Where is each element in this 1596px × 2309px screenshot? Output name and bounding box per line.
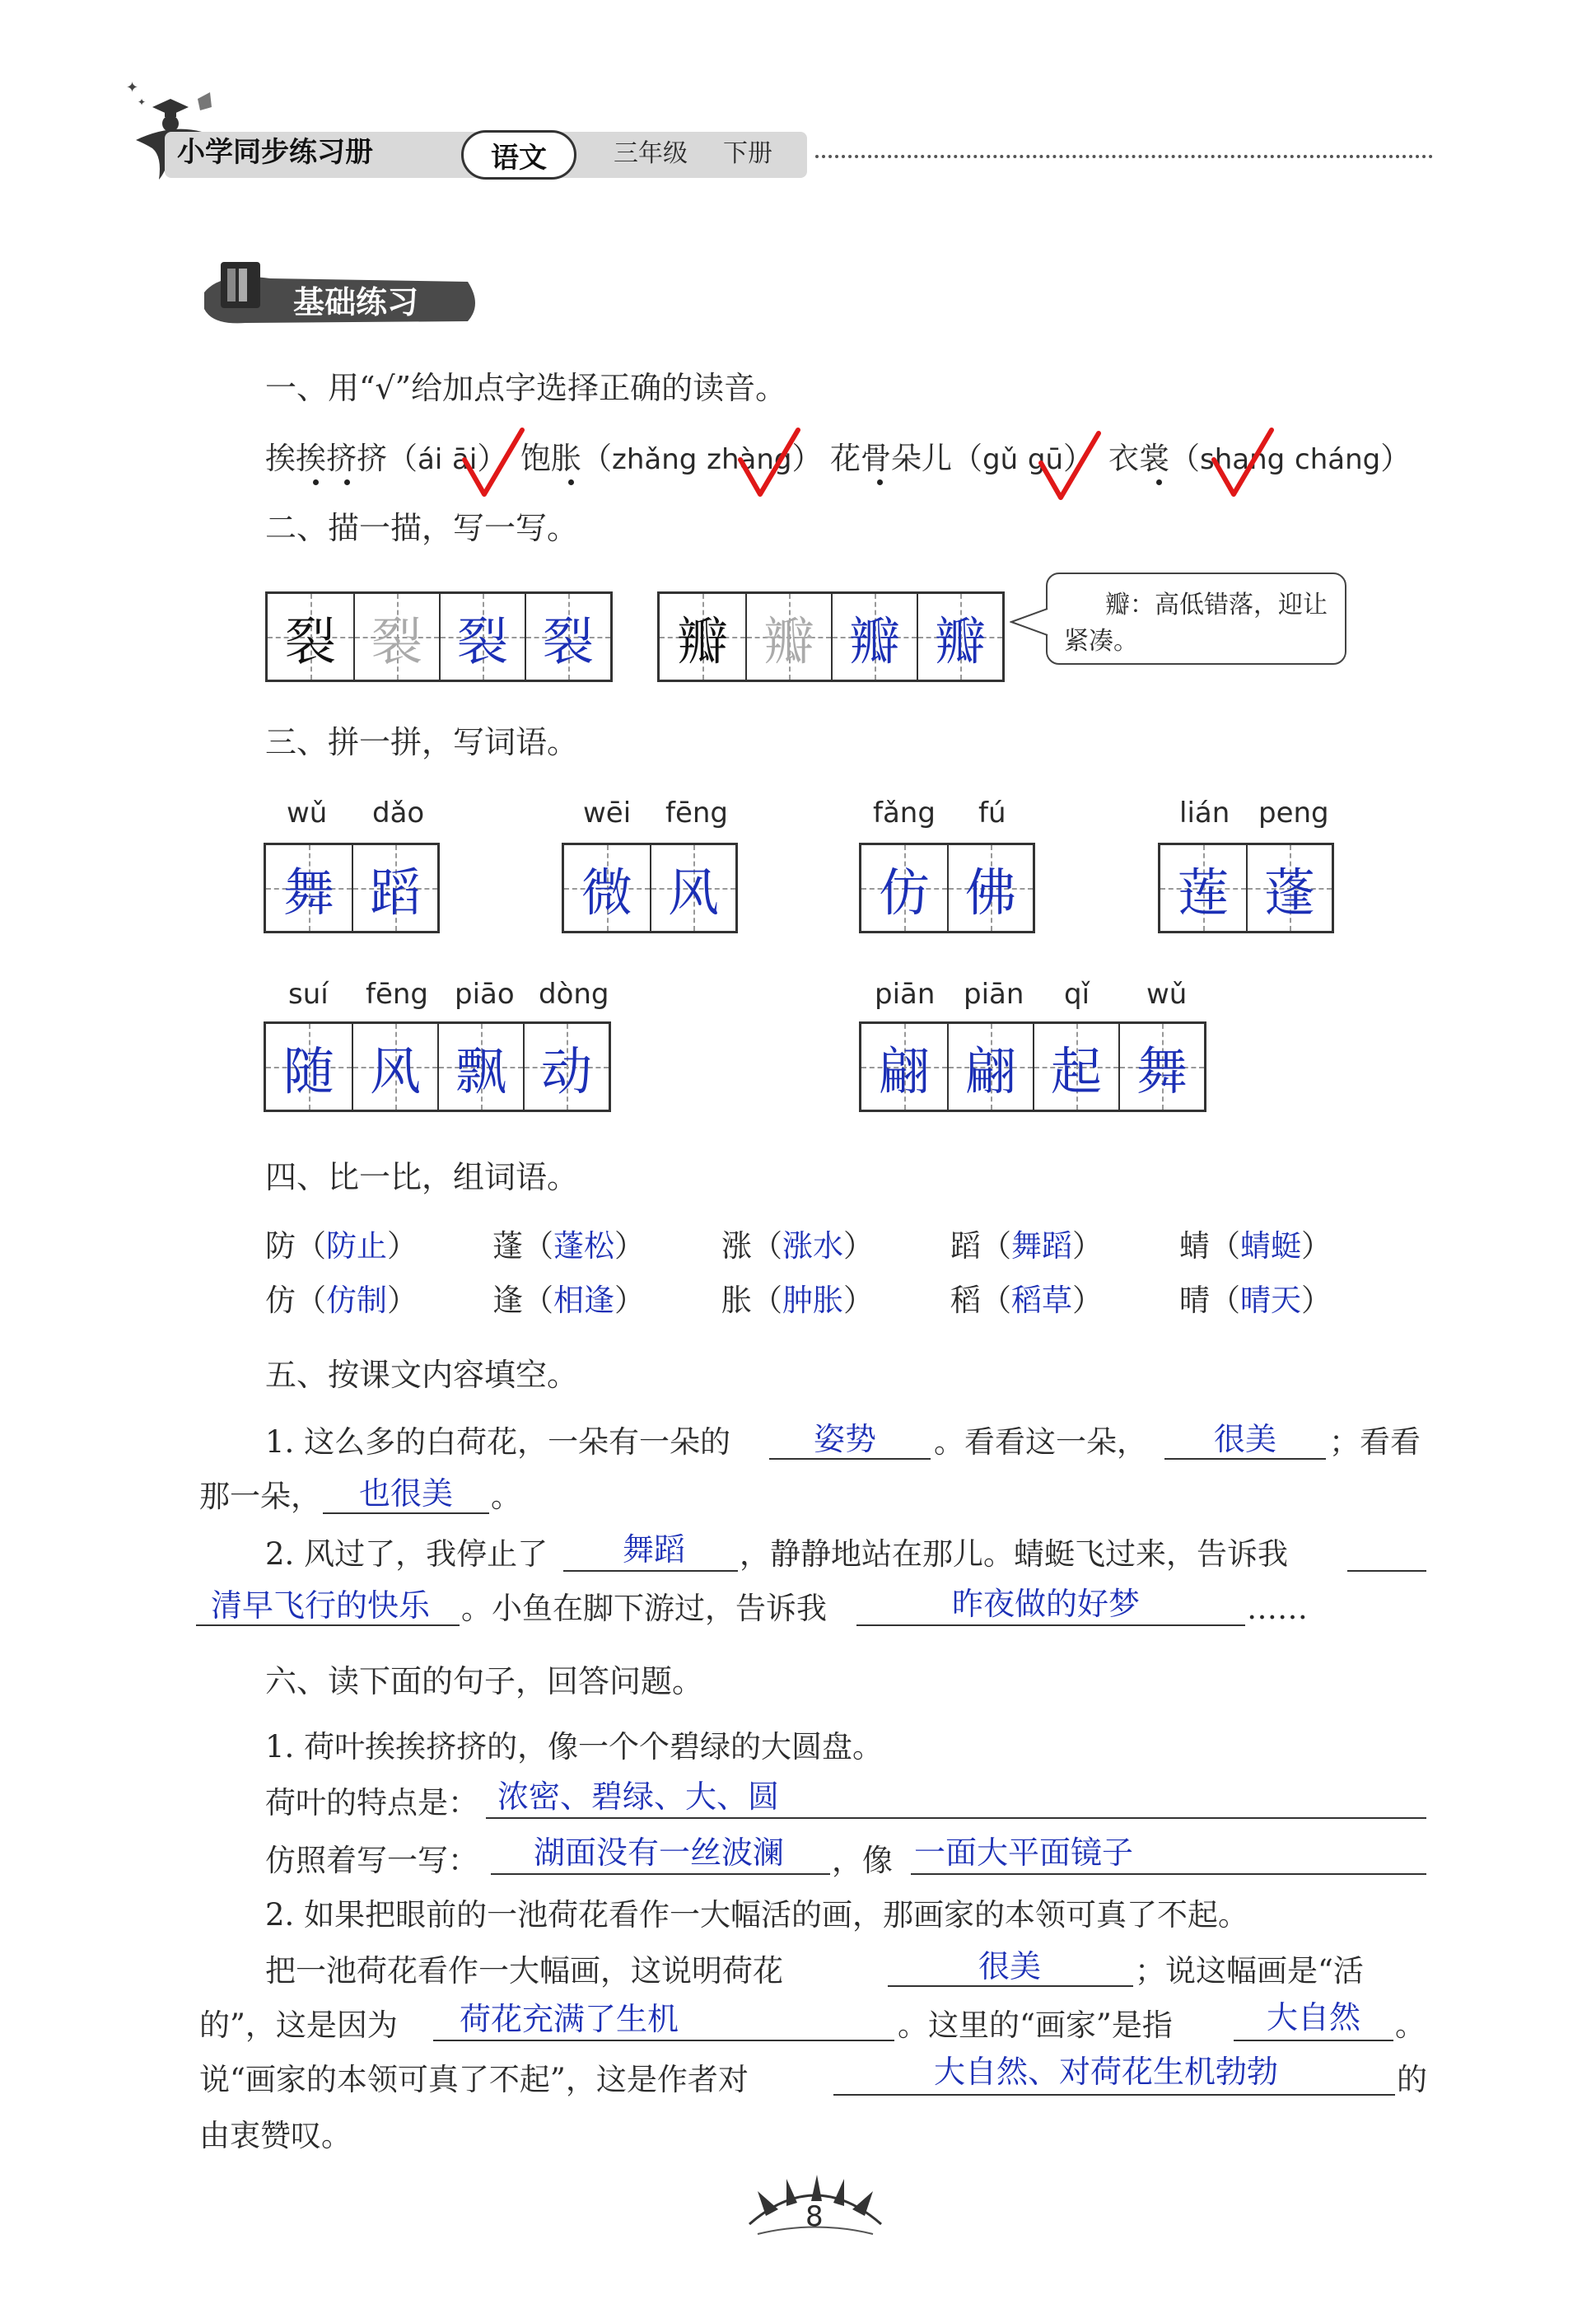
q5-title: 五、按课文内容填空。 [265, 1357, 579, 1393]
written-char: 蓬 [1263, 862, 1315, 923]
compare-item: 稻（稻草） [950, 1283, 1103, 1318]
svg-text:✦: ✦ [126, 79, 139, 96]
written-char: 风 [369, 1040, 421, 1101]
answer-text: 姿势 [814, 1421, 877, 1457]
emphasis-dot [313, 479, 319, 485]
q6-prompt: 荷叶的特点是： [265, 1785, 478, 1821]
answer-text: 一面大平面镜子 [914, 1835, 1134, 1871]
answer-blank [856, 1624, 1245, 1626]
q1-option: gū [1027, 443, 1064, 476]
writing-tip: 瓣：高低错落，迎让紧凑。 [1064, 591, 1328, 656]
compare-answer: 蓬松 [553, 1228, 614, 1264]
answer-blank [563, 1570, 738, 1572]
compare-answer: 涨水 [782, 1228, 843, 1264]
grid-cell [917, 594, 1002, 680]
word-grid [562, 843, 738, 933]
grid-cell [745, 594, 831, 680]
pinyin: fú [978, 797, 1006, 830]
emphasis-dot [568, 479, 574, 485]
written-char: 瓣 [848, 610, 900, 671]
written-char: 起 [1050, 1040, 1102, 1101]
q5-text: 那一朵， [199, 1479, 321, 1514]
compare-char: 晴 [1179, 1283, 1210, 1318]
grid-cell [564, 845, 650, 931]
written-char: 翩 [964, 1040, 1016, 1101]
written-char: 随 [282, 1040, 334, 1101]
checkmark-icon [1038, 430, 1104, 504]
bubble-pointer-icon [1010, 605, 1049, 638]
trace-grid-ban [657, 591, 1005, 682]
written-char: 舞 [1136, 1040, 1188, 1101]
subject-label: 语文 [491, 141, 547, 175]
grid-cell [525, 594, 610, 680]
answer-blank [486, 1817, 1426, 1819]
answer-blank [911, 1873, 1426, 1875]
pinyin: peng [1258, 797, 1329, 830]
compare-char: 稻 [950, 1283, 981, 1318]
answer-blank [433, 2040, 894, 2041]
pinyin: fēng [366, 978, 429, 1011]
compare-item: 蜻（蜻蜓） [1179, 1228, 1332, 1264]
checkmark-icon [461, 427, 527, 501]
grid-cell [352, 1024, 437, 1110]
pinyin: suí [288, 978, 329, 1011]
written-char: 裂 [542, 610, 594, 671]
grid-cell [1118, 1024, 1204, 1110]
answer-text: 昨夜做的好梦 [952, 1586, 1141, 1622]
q6-text: ；说这幅画是“活 [1135, 1953, 1364, 1989]
compare-answer: 蜻蜓 [1240, 1228, 1301, 1264]
q1-word: 饱胀（ [520, 441, 612, 476]
q6-text: 的”，这是因为 [199, 2008, 398, 2043]
q1-option: cháng [1295, 443, 1381, 476]
compare-answer: 稻草 [1011, 1283, 1072, 1318]
q6-text: 。这里的“画家”是指 [898, 2008, 1173, 2043]
answer-blank [1234, 2040, 1393, 2041]
q6-text: 说“画家的本领可真了不起”，这是作者对 [199, 2062, 749, 2097]
answer-text: 大自然 [1267, 1999, 1361, 2036]
model-char: 裂 [284, 610, 336, 671]
grid-cell [266, 1024, 352, 1110]
q6-prompt: 仿照着写一写： [265, 1843, 478, 1878]
q5-text: 2. 风过了，我停止了 [265, 1536, 548, 1572]
compare-char: 蜻 [1179, 1228, 1210, 1264]
checkmark-icon [737, 427, 803, 501]
grid-cell [947, 1024, 1033, 1110]
trace-char: 裂 [371, 610, 422, 671]
q1-option: gǔ [982, 443, 1019, 476]
q6-text: 的 [1397, 2062, 1427, 2097]
compare-char: 仿 [265, 1283, 296, 1318]
written-char: 蹈 [369, 862, 421, 923]
page-number: 8 [805, 2200, 824, 2233]
answer-blank [1347, 1570, 1426, 1572]
compare-item: 胀（肿胀） [721, 1283, 874, 1318]
q1-paren: ） [1380, 441, 1412, 476]
q6-title: 六、读下面的句子，回答问题。 [265, 1663, 704, 1699]
q5-text: ；看看 [1329, 1424, 1421, 1460]
compare-item: 晴（晴天） [1179, 1283, 1332, 1318]
q6-text: 把一池荷花看作一大幅画，这说明荷花 [265, 1953, 783, 1989]
written-char: 瓣 [934, 610, 986, 671]
compare-char: 蹈 [950, 1228, 981, 1264]
answer-text: 大自然、对荷花生机勃勃 [934, 2054, 1279, 2090]
q1-paren: ） [1063, 441, 1094, 476]
q1-word: 挨挨挤挤（ [265, 441, 418, 476]
pinyin: fǎng [873, 797, 936, 830]
written-char: 舞 [282, 862, 334, 923]
pinyin: wēi [583, 797, 632, 830]
compare-answer: 舞蹈 [1011, 1228, 1072, 1264]
written-char: 风 [667, 862, 719, 923]
q1-paren: ） [791, 441, 823, 476]
q1-word: 花骨朵儿（ [830, 441, 982, 476]
grid-cell [1160, 845, 1246, 931]
q1-title: 一、用“√”给加点字选择正确的读音。 [265, 370, 787, 406]
compare-item: 逢（相逢） [492, 1283, 645, 1318]
answer-text: 荷花充满了生机 [460, 2001, 679, 2037]
answer-text: 舞蹈 [623, 1531, 686, 1568]
grid-cell [861, 1024, 947, 1110]
grade-label: 三年级 [614, 139, 688, 168]
q1-option: zhǎng [612, 443, 698, 476]
q6-sentence: 1. 荷叶挨挨挤挤的，像一个个碧绿的大圆盘。 [265, 1729, 884, 1764]
answer-text: 很美 [1214, 1421, 1277, 1457]
pinyin: wǔ [287, 797, 328, 830]
answer-text: 很美 [978, 1948, 1042, 1984]
grid-cell [266, 845, 352, 931]
pinyin: dòng [539, 978, 609, 1011]
grid-cell [353, 594, 439, 680]
written-char: 飘 [455, 1040, 506, 1101]
q5-text: 。看看这一朵， [934, 1424, 1147, 1460]
book-title: 小学同步练习册 [177, 136, 373, 169]
compare-char: 胀 [721, 1283, 752, 1318]
header-dotted-line [815, 155, 1433, 158]
model-char: 瓣 [676, 610, 728, 671]
q5-text: 。小鱼在脚下游过，告诉我 [461, 1591, 827, 1626]
written-char: 莲 [1177, 862, 1229, 923]
pinyin: wǔ [1146, 978, 1188, 1011]
compare-char: 涨 [721, 1228, 752, 1264]
word-grid [1158, 843, 1334, 933]
grid-cell [831, 594, 917, 680]
q6-text: 。 [1395, 2008, 1426, 2043]
banner-label: 基础练习 [293, 284, 419, 320]
grid-cell [352, 845, 437, 931]
grid-cell [861, 845, 947, 931]
emphasis-dot [1156, 479, 1162, 485]
q4-title: 四、比一比，组词语。 [265, 1159, 579, 1195]
compare-answer: 防止 [326, 1228, 387, 1264]
q6-text: 由衷赞叹。 [199, 2118, 352, 2153]
grid-cell [1246, 845, 1332, 931]
q5-text: 1. 这么多的白荷花，一朵有一朵的 [265, 1424, 731, 1460]
checkmark-icon [1211, 427, 1276, 501]
compare-item: 涨（涨水） [721, 1228, 874, 1264]
pinyin: piāo [455, 978, 515, 1011]
answer-blank [833, 2094, 1395, 2096]
q5-text: …… [1247, 1591, 1308, 1626]
compare-item: 防（防止） [265, 1228, 418, 1264]
answer-text: 也很美 [359, 1475, 454, 1512]
compare-item: 仿（仿制） [265, 1283, 418, 1318]
grid-cell [437, 1024, 523, 1110]
compare-answer: 仿制 [326, 1283, 387, 1318]
section-banner [196, 247, 484, 330]
pinyin: piān [875, 978, 936, 1011]
svg-text:✦: ✦ [138, 96, 147, 108]
q1-option: ái [418, 443, 443, 476]
q5-text: 。 [491, 1479, 521, 1514]
q1-option: zhàng [707, 443, 792, 476]
emphasis-dot [877, 479, 883, 485]
q1-option: āi [452, 443, 478, 476]
q5-text: ，静静地站在那儿。蜻蜓飞过来，告诉我 [740, 1536, 1288, 1572]
word-grid [859, 843, 1035, 933]
written-char: 动 [540, 1040, 592, 1101]
word-grid [264, 843, 440, 933]
pinyin: dǎo [372, 797, 425, 830]
answer-text: 湖面没有一丝波澜 [534, 1835, 785, 1871]
q6-text: ，像 [832, 1843, 893, 1878]
pinyin: qǐ [1064, 978, 1090, 1011]
trace-char: 瓣 [763, 610, 814, 671]
q6-sentence: 2. 如果把眼前的一池荷花看作一大幅活的画，那画家的本领可真了不起。 [265, 1897, 1249, 1933]
grid-cell [523, 1024, 609, 1110]
written-char: 佛 [964, 862, 1016, 923]
answer-text: 浓密、碧绿、大、圆 [497, 1778, 780, 1815]
subject-badge [461, 130, 576, 180]
answer-text: 清早飞行的快乐 [211, 1587, 431, 1624]
emphasis-dot [344, 479, 350, 485]
q1-paren: ） [477, 441, 508, 476]
written-char: 微 [581, 862, 632, 923]
writing-tip-bubble [1046, 573, 1346, 665]
trace-grid-lie [265, 591, 613, 682]
compare-answer: 相逢 [553, 1283, 614, 1318]
compare-char: 逢 [492, 1283, 523, 1318]
word-grid [264, 1021, 611, 1112]
answer-blank [491, 1873, 830, 1875]
q1-word: 衣裳（ [1108, 441, 1200, 476]
q2-title: 二、描一描，写一写。 [265, 510, 579, 546]
volume-label: 下册 [723, 139, 772, 168]
compare-item: 蓬（蓬松） [492, 1228, 645, 1264]
grid-cell [660, 594, 745, 680]
compare-item: 蹈（舞蹈） [950, 1228, 1103, 1264]
written-char: 仿 [878, 862, 930, 923]
q3-title: 三、拼一拼，写词语。 [265, 724, 579, 760]
grid-cell [947, 845, 1033, 931]
pinyin: fēng [665, 797, 729, 830]
grid-cell [268, 594, 353, 680]
compare-char: 防 [265, 1228, 296, 1264]
pinyin: piān [964, 978, 1024, 1011]
compare-char: 蓬 [492, 1228, 523, 1264]
grid-cell [650, 845, 735, 931]
word-grid [859, 1021, 1206, 1112]
compare-answer: 肿胀 [782, 1283, 843, 1318]
q1-option: shang [1200, 443, 1286, 476]
compare-answer: 晴天 [1240, 1283, 1301, 1318]
grid-cell [1033, 1024, 1118, 1110]
pinyin: lián [1179, 797, 1230, 830]
grid-cell [439, 594, 525, 680]
written-char: 裂 [456, 610, 508, 671]
written-char: 翩 [878, 1040, 930, 1101]
